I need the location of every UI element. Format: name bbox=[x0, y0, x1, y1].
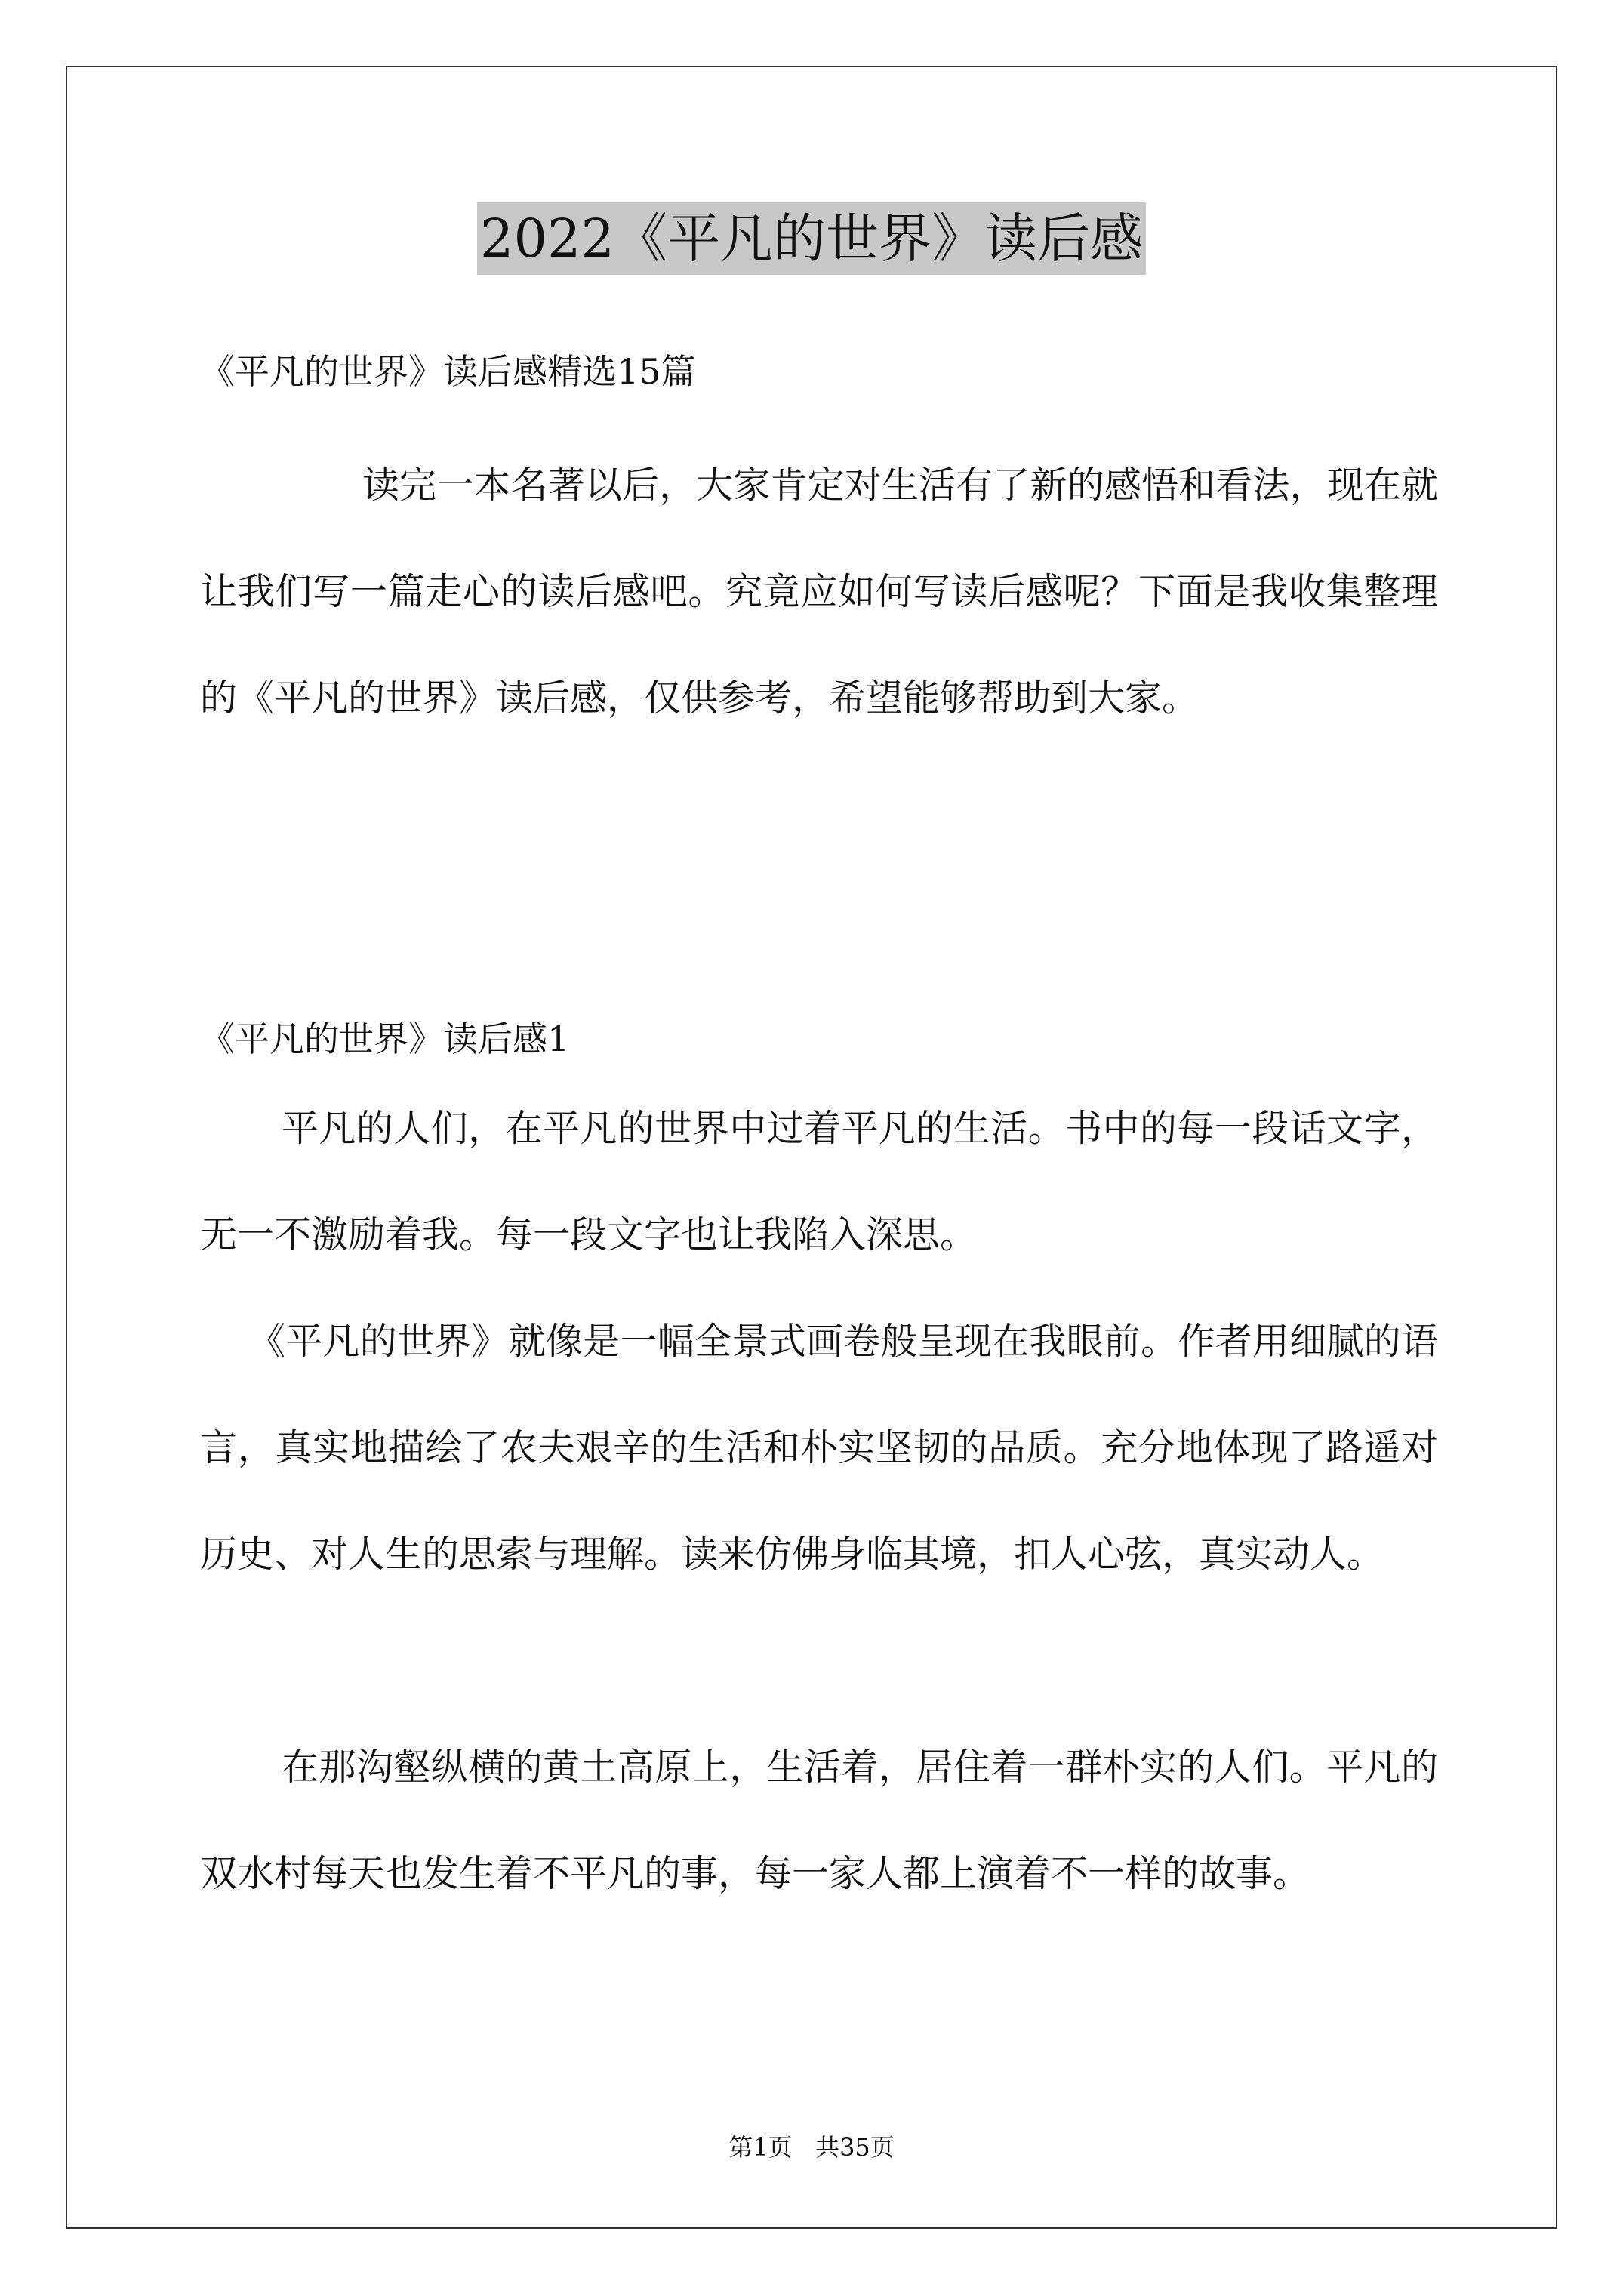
body-paragraph: 《平凡的世界》就像是一幅全景式画卷般呈现在我眼前。作者用细腻的语言，真实地描绘了农夫艰辛的生活和朴实坚韧的品质。充分地体现了路遥对历史、对人生的思索与理解。读来仿佛身临其境，扣人心弦，真实动人。 bbox=[200, 1320, 1438, 1576]
page-footer: 第1页 共35页 bbox=[728, 2133, 895, 2162]
intro-paragraph: 读完一本名著以后，大家肯定对生活有了新的感悟和看法，现在就让我们写一篇走心的读后感吧。究竟应如何写读后感呢？下面是我收集整理的《平凡的世界》读后感，仅供参考，希望能够帮助到大家。 bbox=[200, 464, 1438, 720]
document-title: 2022《平凡的世界》读后感 bbox=[477, 202, 1146, 275]
document-subtitle: 《平凡的世界》读后感精选15篇 bbox=[200, 351, 696, 392]
title-container bbox=[0, 202, 1623, 275]
body-paragraph: 在那沟壑纵横的黄土高原上，生活着，居住着一群朴实的人们。平凡的双水村每天也发生着不平凡的事，每一家人都上演着不一样的故事。 bbox=[200, 1746, 1438, 1895]
section-heading: 《平凡的世界》读后感1 bbox=[200, 1019, 570, 1059]
body-paragraph: 平凡的人们，在平凡的世界中过着平凡的生活。书中的每一段话文字，无一不激励着我。每一段文字也让我陷入深思。 bbox=[200, 1107, 1438, 1256]
